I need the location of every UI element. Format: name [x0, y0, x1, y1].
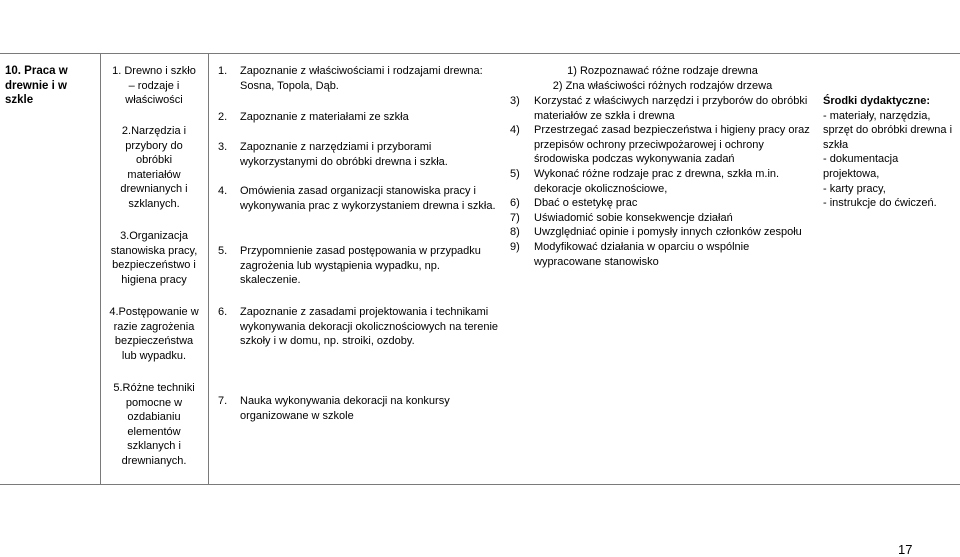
content-item-text: Zapoznanie z narzędziami i przyborami wykorzystanymi do obróbki drewna i szkła.	[240, 141, 448, 168]
content-item-number: 4.	[218, 185, 228, 197]
topic-item: 1. Drewno i szkło – rodzaje i właściwości	[112, 65, 196, 107]
content-item-text: Zapoznanie z właściwościami i rodzajami drewna: Sosna, Topola, Dąb.	[240, 65, 483, 92]
content-item-text: Zapoznanie z materiałami ze szkła	[240, 111, 409, 123]
outcome-number: 8)	[510, 226, 520, 239]
content-item	[218, 305, 500, 349]
resources-title: Środki dydaktyczne:	[823, 95, 930, 107]
topic-item: 4.Postępowanie w razie zagrożenia bezpieczeństwa lub wypadku.	[109, 306, 199, 362]
outcome-number: 6)	[510, 197, 520, 210]
content-item-number: 6.	[218, 306, 228, 318]
outcome-text: Uwzględniać opinie i pomysły innych członków zespołu	[534, 226, 802, 239]
content-item-number: 7.	[218, 395, 228, 407]
content-item-text: Nauka wykonywania dekoracji na konkursy organizowane w szkole	[240, 395, 450, 422]
resource-item: - materiały, narzędzia, sprzęt do obróbki drewna i szkła	[823, 109, 953, 151]
content-item-number: 5.	[218, 245, 228, 257]
outcome-item	[510, 240, 815, 269]
col-divider-1	[100, 53, 101, 485]
outcome-item	[510, 123, 815, 167]
outcome-text: Modyfikować działania w oparciu o wspólnie wypracowane stanowisko	[534, 240, 750, 268]
outcomes-list	[510, 94, 815, 269]
topic-item: 2.Narzędzia i przybory do obróbki materiałów drewnianych i szklanych.	[120, 125, 188, 210]
content-item	[218, 184, 500, 213]
topic-item: 5.Różne techniki pomocne w ozdabianiu elementów szklanych i drewnianych.	[113, 382, 195, 467]
outcome-number: 5)	[510, 167, 520, 180]
content-item-number: 3.	[218, 141, 228, 153]
outcome-item	[510, 196, 815, 211]
outcome-text: Uświadomić sobie konsekwencje działań	[534, 211, 733, 224]
content-item-number: 1.	[218, 65, 228, 77]
resource-item: - karty pracy,	[823, 182, 886, 195]
table-top-border	[0, 53, 960, 54]
content-item-text: Omówienia zasad organizacji stanowiska pracy i wykonywania prac z wykorzystaniem drewna i szkła.	[240, 185, 496, 212]
content-item	[218, 394, 500, 423]
resources-block	[823, 94, 955, 211]
outcome-item-centered: 2) Zna właściwości różnych rodzajów drzewa	[552, 80, 773, 92]
lesson-title: 10. Praca w drewnie i w szkle	[5, 65, 68, 107]
outcome-text: Przestrzegać zasad bezpieczeństwa i higieny pracy oraz przepisów ochrony przeciwpożarowej i ochrony środowiska podczas wykonywania zadań	[534, 124, 810, 166]
outcome-item	[510, 167, 815, 196]
outcome-text: Dbać o estetykę prac	[534, 197, 638, 210]
outcome-number: 9)	[510, 240, 520, 253]
content-item-number: 2.	[218, 111, 228, 123]
content-item	[218, 64, 500, 93]
content-item-text: Przypomnienie zasad postępowania w przypadku zagrożenia lub wystąpienia wypadku, np. skaleczenie.	[240, 245, 481, 287]
outcome-text: Korzystać z właściwych narzędzi i przyborów do obróbki materiałów ze szkła i drewna	[534, 95, 808, 122]
resource-item: - instrukcje do ćwiczeń.	[823, 197, 937, 210]
content-item	[218, 140, 500, 169]
content-item	[218, 244, 500, 288]
outcome-number: 4)	[510, 124, 520, 137]
page-number: 17	[898, 542, 913, 557]
outcome-number: 7)	[510, 211, 520, 224]
content-item-text: Zapoznanie z zasadami projektowania i technikami wykonywania dekoracji okolicznościowych na terenie szkoły i w domu, np. stroiki, ozdoby.	[240, 306, 499, 348]
resource-item: - dokumentacja projektowa,	[823, 153, 899, 180]
outcome-number: 3)	[510, 95, 520, 107]
topic-item: 3.Organizacja stanowiska pracy, bezpieczeństwo i higiena pracy	[110, 230, 198, 286]
col-divider-2	[208, 53, 209, 485]
content-item	[218, 110, 500, 125]
outcome-item-centered: 1) Rozpoznawać różne rodzaje drewna	[567, 65, 758, 77]
outcome-text: Wykonać różne rodzaje prac z drewna, szkła m.in. dekoracje okolicznościowe,	[534, 167, 780, 195]
outcome-item	[510, 94, 815, 123]
table-bottom-border	[0, 484, 960, 485]
outcome-item	[510, 225, 815, 240]
outcome-item	[510, 211, 815, 226]
